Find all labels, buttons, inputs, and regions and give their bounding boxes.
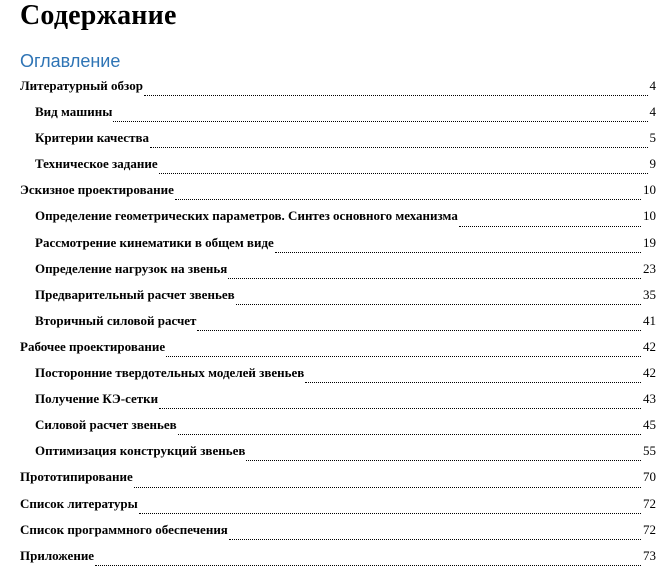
toc-entry-page: 9 — [649, 156, 656, 172]
toc-entry[interactable] — [20, 180, 656, 206]
toc-entry-title: Оптимизация конструкций звеньев — [35, 443, 246, 459]
toc-dot-leader — [459, 226, 641, 227]
toc-entry[interactable] — [20, 259, 656, 285]
toc-entry-title: Рабочее проектирование — [20, 338, 166, 354]
toc-entry-title: Получение КЭ-сетки — [35, 391, 159, 407]
toc-heading: Оглавление — [20, 51, 121, 71]
toc-entry[interactable] — [20, 415, 656, 441]
toc-dot-leader — [229, 539, 641, 540]
toc-entry-page: 35 — [643, 286, 656, 302]
toc-entry-page: 70 — [643, 469, 656, 485]
toc-entry-page: 55 — [643, 443, 656, 459]
toc-dot-leader — [275, 252, 641, 253]
toc-entry[interactable] — [20, 128, 656, 154]
toc-entry-title: Посторонние твердотельных моделей звеньев — [35, 365, 305, 381]
toc-dot-leader — [150, 147, 648, 148]
toc-dot-leader — [139, 513, 641, 514]
toc-dot-leader — [175, 199, 641, 200]
toc-dot-leader — [228, 278, 641, 279]
toc-entry-title: Критерии качества — [35, 130, 149, 146]
toc-entry-page: 10 — [643, 182, 656, 198]
toc-entry-page: 45 — [643, 417, 656, 433]
toc-entry[interactable] — [20, 285, 656, 311]
table-of-contents — [20, 76, 656, 572]
toc-entry[interactable] — [20, 154, 656, 180]
toc-entry-title: Прототипирование — [20, 469, 133, 485]
toc-entry-title: Литературный обзор — [20, 78, 143, 93]
toc-entry[interactable] — [20, 520, 656, 546]
toc-entry[interactable] — [20, 441, 656, 467]
toc-entry-page: 4 — [649, 104, 656, 120]
toc-entry[interactable] — [20, 337, 656, 363]
toc-dot-leader — [305, 382, 641, 383]
toc-entry-page: 10 — [643, 208, 656, 224]
toc-entry-title: Определение нагрузок на звенья — [35, 260, 228, 276]
toc-dot-leader — [134, 487, 641, 488]
toc-dot-leader — [166, 356, 641, 357]
toc-entry[interactable] — [20, 102, 656, 128]
toc-entry-title: Эскизное проектирование — [20, 182, 174, 198]
toc-entry-page: 41 — [643, 312, 656, 328]
toc-entry-title: Вид машины — [35, 104, 113, 120]
toc-entry-page: 42 — [643, 338, 656, 354]
toc-dot-leader — [246, 460, 641, 461]
page-title: Содержание — [20, 0, 177, 31]
toc-entry[interactable] — [20, 76, 656, 102]
toc-entry-page: 4 — [649, 78, 656, 93]
toc-entry[interactable] — [20, 206, 656, 232]
toc-entry-page: 42 — [643, 365, 656, 381]
toc-entry[interactable] — [20, 233, 656, 259]
toc-entry-title: Приложение — [20, 547, 95, 563]
toc-entry-title: Список литературы — [20, 495, 138, 511]
toc-entry[interactable] — [20, 546, 656, 572]
toc-dot-leader — [236, 304, 641, 305]
toc-dot-leader — [159, 173, 648, 174]
toc-dot-leader — [95, 565, 641, 566]
toc-dot-leader — [113, 121, 647, 122]
toc-entry[interactable] — [20, 389, 656, 415]
toc-entry[interactable] — [20, 494, 656, 520]
toc-dot-leader — [159, 408, 641, 409]
toc-entry[interactable] — [20, 467, 656, 493]
toc-entry[interactable] — [20, 311, 656, 337]
toc-entry-page: 43 — [643, 391, 656, 407]
toc-entry[interactable] — [20, 363, 656, 389]
toc-entry-page: 23 — [643, 260, 656, 276]
toc-entry-title: Предварительный расчет звеньев — [35, 286, 235, 302]
toc-entry-title: Рассмотрение кинематики в общем виде — [35, 234, 274, 250]
toc-dot-leader — [178, 434, 641, 435]
toc-entry-title: Вторичный силовой расчет — [35, 312, 197, 328]
toc-entry-page: 73 — [643, 547, 656, 563]
toc-dot-leader — [197, 330, 641, 331]
toc-dot-leader — [144, 95, 648, 96]
toc-entry-page: 5 — [649, 130, 656, 146]
toc-entry-title: Силовой расчет звеньев — [35, 417, 177, 433]
toc-entry-page: 19 — [643, 234, 656, 250]
toc-entry-title: Список программного обеспечения — [20, 521, 228, 537]
toc-entry-title: Техническое задание — [35, 156, 158, 172]
toc-entry-page: 72 — [643, 521, 656, 537]
toc-entry-title: Определение геометрических параметров. Синтез основного механизма — [35, 208, 458, 224]
toc-entry-page: 72 — [643, 495, 656, 511]
